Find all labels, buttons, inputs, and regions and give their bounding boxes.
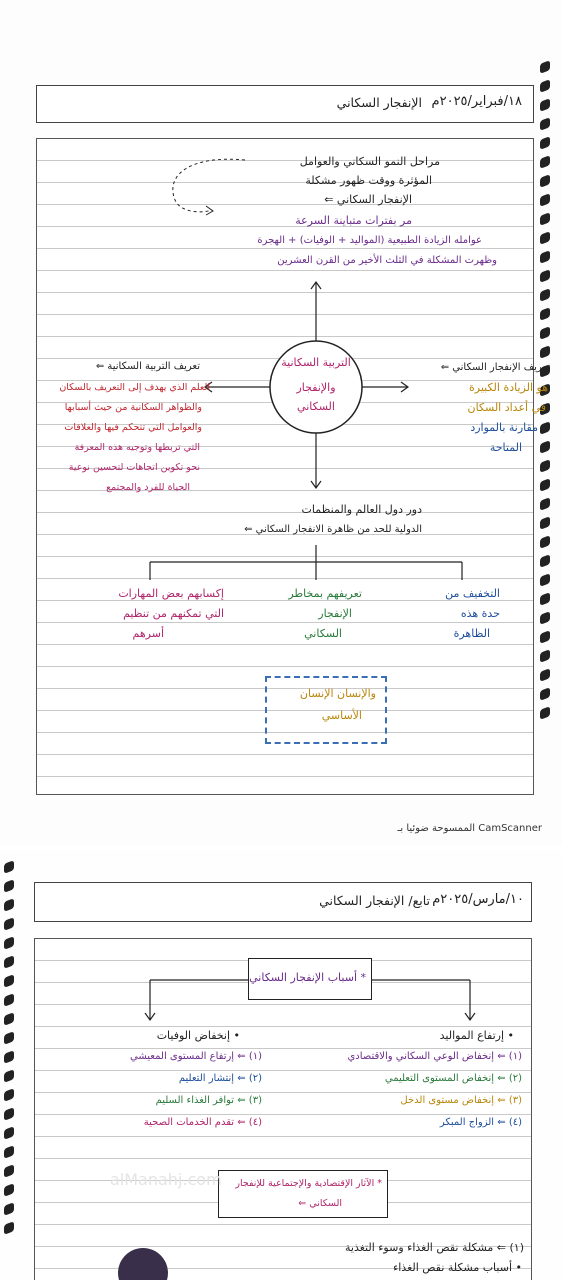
left-line-2: والظواهر السكانية من حيث أسبابها: [64, 402, 202, 413]
deaths-2: (٢) ⇐ إنتشار التعليم: [178, 1073, 262, 1084]
center-topic-2: والإنفجار: [296, 381, 336, 394]
top-line-6: وظهرت المشكلة في الثلث الأخير من القرن العشرين: [277, 255, 497, 266]
bottom-line-2: الدولية للحد من ظاهرة الانفجار السكاني ⇐: [244, 524, 422, 535]
deaths-1: (١) ⇐ إرتفاع المستوى المعيشي: [130, 1051, 262, 1062]
right-line-4: المتاحة: [489, 441, 522, 454]
top-line-1: مراحل النمو السكاني والعوامل: [299, 155, 440, 168]
left-line-3: والعوامل التي تتحكم فيها والعلاقات: [64, 422, 202, 433]
center-topic-1: التربية السكانية: [281, 356, 351, 369]
effect-1: (١) ⇐ مشكلة نقص الغذاء وسوء التغذية: [345, 1241, 524, 1254]
branch-left-3: أسرهم: [132, 627, 164, 640]
births-3: (٣) ⇐ إنخفاض مستوى الدخل: [400, 1095, 522, 1106]
page-date: ١٨/فبراير/٢٠٢٥م: [431, 94, 522, 109]
births-2: (٢) ⇐ إنخفاض المستوى التعليمي: [384, 1073, 522, 1084]
top-line-2: المؤثرة ووقت ظهور مشكلة: [305, 174, 432, 187]
right-line-3: مقارنة بالموارد: [470, 421, 538, 434]
notebook-page-2: [0, 850, 562, 1280]
branch-mid-1: تعريفهم بمخاطر: [288, 587, 362, 600]
left-definition-title: تعريف التربية السكانية ⇐: [95, 361, 200, 372]
bottom-line-1: دور دول العالم والمنظمات: [301, 503, 422, 516]
births-4: (٤) ⇐ الزواج المبكر: [439, 1117, 522, 1128]
top-line-4: مر بفترات متباينة السرعة: [295, 214, 412, 227]
center-topic-3: السكاني: [297, 400, 335, 413]
page2-date: ١٠/مارس/٢٠٢٥م: [432, 892, 524, 907]
left-line-6: الحياة للفرد والمجتمع: [106, 482, 190, 493]
boxed-line-1: والإنسان الإنسان: [299, 687, 376, 700]
deaths-3: (٣) ⇐ توافر الغذاء السليم: [155, 1095, 262, 1106]
left-line-4: التي تربطها وتوجيه هذه المعرفة: [74, 442, 200, 453]
births-title: • إرتفاع المواليد: [439, 1029, 514, 1042]
boxed-line-2: الأساسي: [321, 709, 362, 722]
causes-title: * أسباب الإنفجار السكاني: [249, 971, 366, 984]
page2-title: تابع/ الإنفجار السكاني: [319, 893, 430, 908]
branch-left-1: إكسابهم بعض المهارات: [118, 587, 224, 600]
top-line-3: الإنفجار السكاني ⇐: [324, 193, 412, 206]
branch-mid-3: السكاني: [304, 627, 342, 640]
branch-right-3: الظاهرة: [453, 627, 490, 640]
left-line-5: نحو تكوين اتجاهات لتحسين نوعية: [68, 462, 200, 473]
effects-title-1: * الآثار الإقتصادية والإجتماعية للإنفجار: [235, 1178, 382, 1189]
branch-left-2: التي تمكنهم من تنظيم: [123, 607, 224, 620]
scanner-footer: الممسوحة ضوئيا بـ CamScanner: [397, 823, 542, 834]
effects-title-2: السكاني ⇐: [298, 1198, 342, 1209]
deaths-4: (٤) ⇐ تقدم الخدمات الصحية: [143, 1117, 262, 1128]
effect-1-causes: • أسباب مشكلة نقص الغذاء: [393, 1261, 522, 1274]
births-1: (١) ⇐ إنخفاض الوعي السكاني والاقتصادي: [347, 1051, 522, 1062]
branch-right-1: التخفيف من: [445, 587, 500, 600]
left-line-1: العلم الذي يهدف إلى التعريف بالسكان: [59, 382, 210, 393]
right-line-2: في أعداد السكان: [467, 401, 546, 414]
branch-right-2: حدة هذه: [460, 607, 500, 620]
deaths-title: • إنخفاض الوفيات: [156, 1029, 240, 1042]
page-title: الإنفجار السكاني: [336, 95, 422, 110]
top-line-5: عوامله الزيادة الطبيعية (المواليد + الوفيات) + الهجرة: [257, 235, 482, 246]
right-line-1: هو الزيادة الكبيرة: [469, 381, 548, 394]
watermark-text: alManahj.com: [110, 1170, 222, 1189]
branch-mid-2: الإنفجار: [318, 607, 352, 620]
right-definition-title: تعريف الإنفجار السكاني ⇐: [440, 362, 550, 373]
